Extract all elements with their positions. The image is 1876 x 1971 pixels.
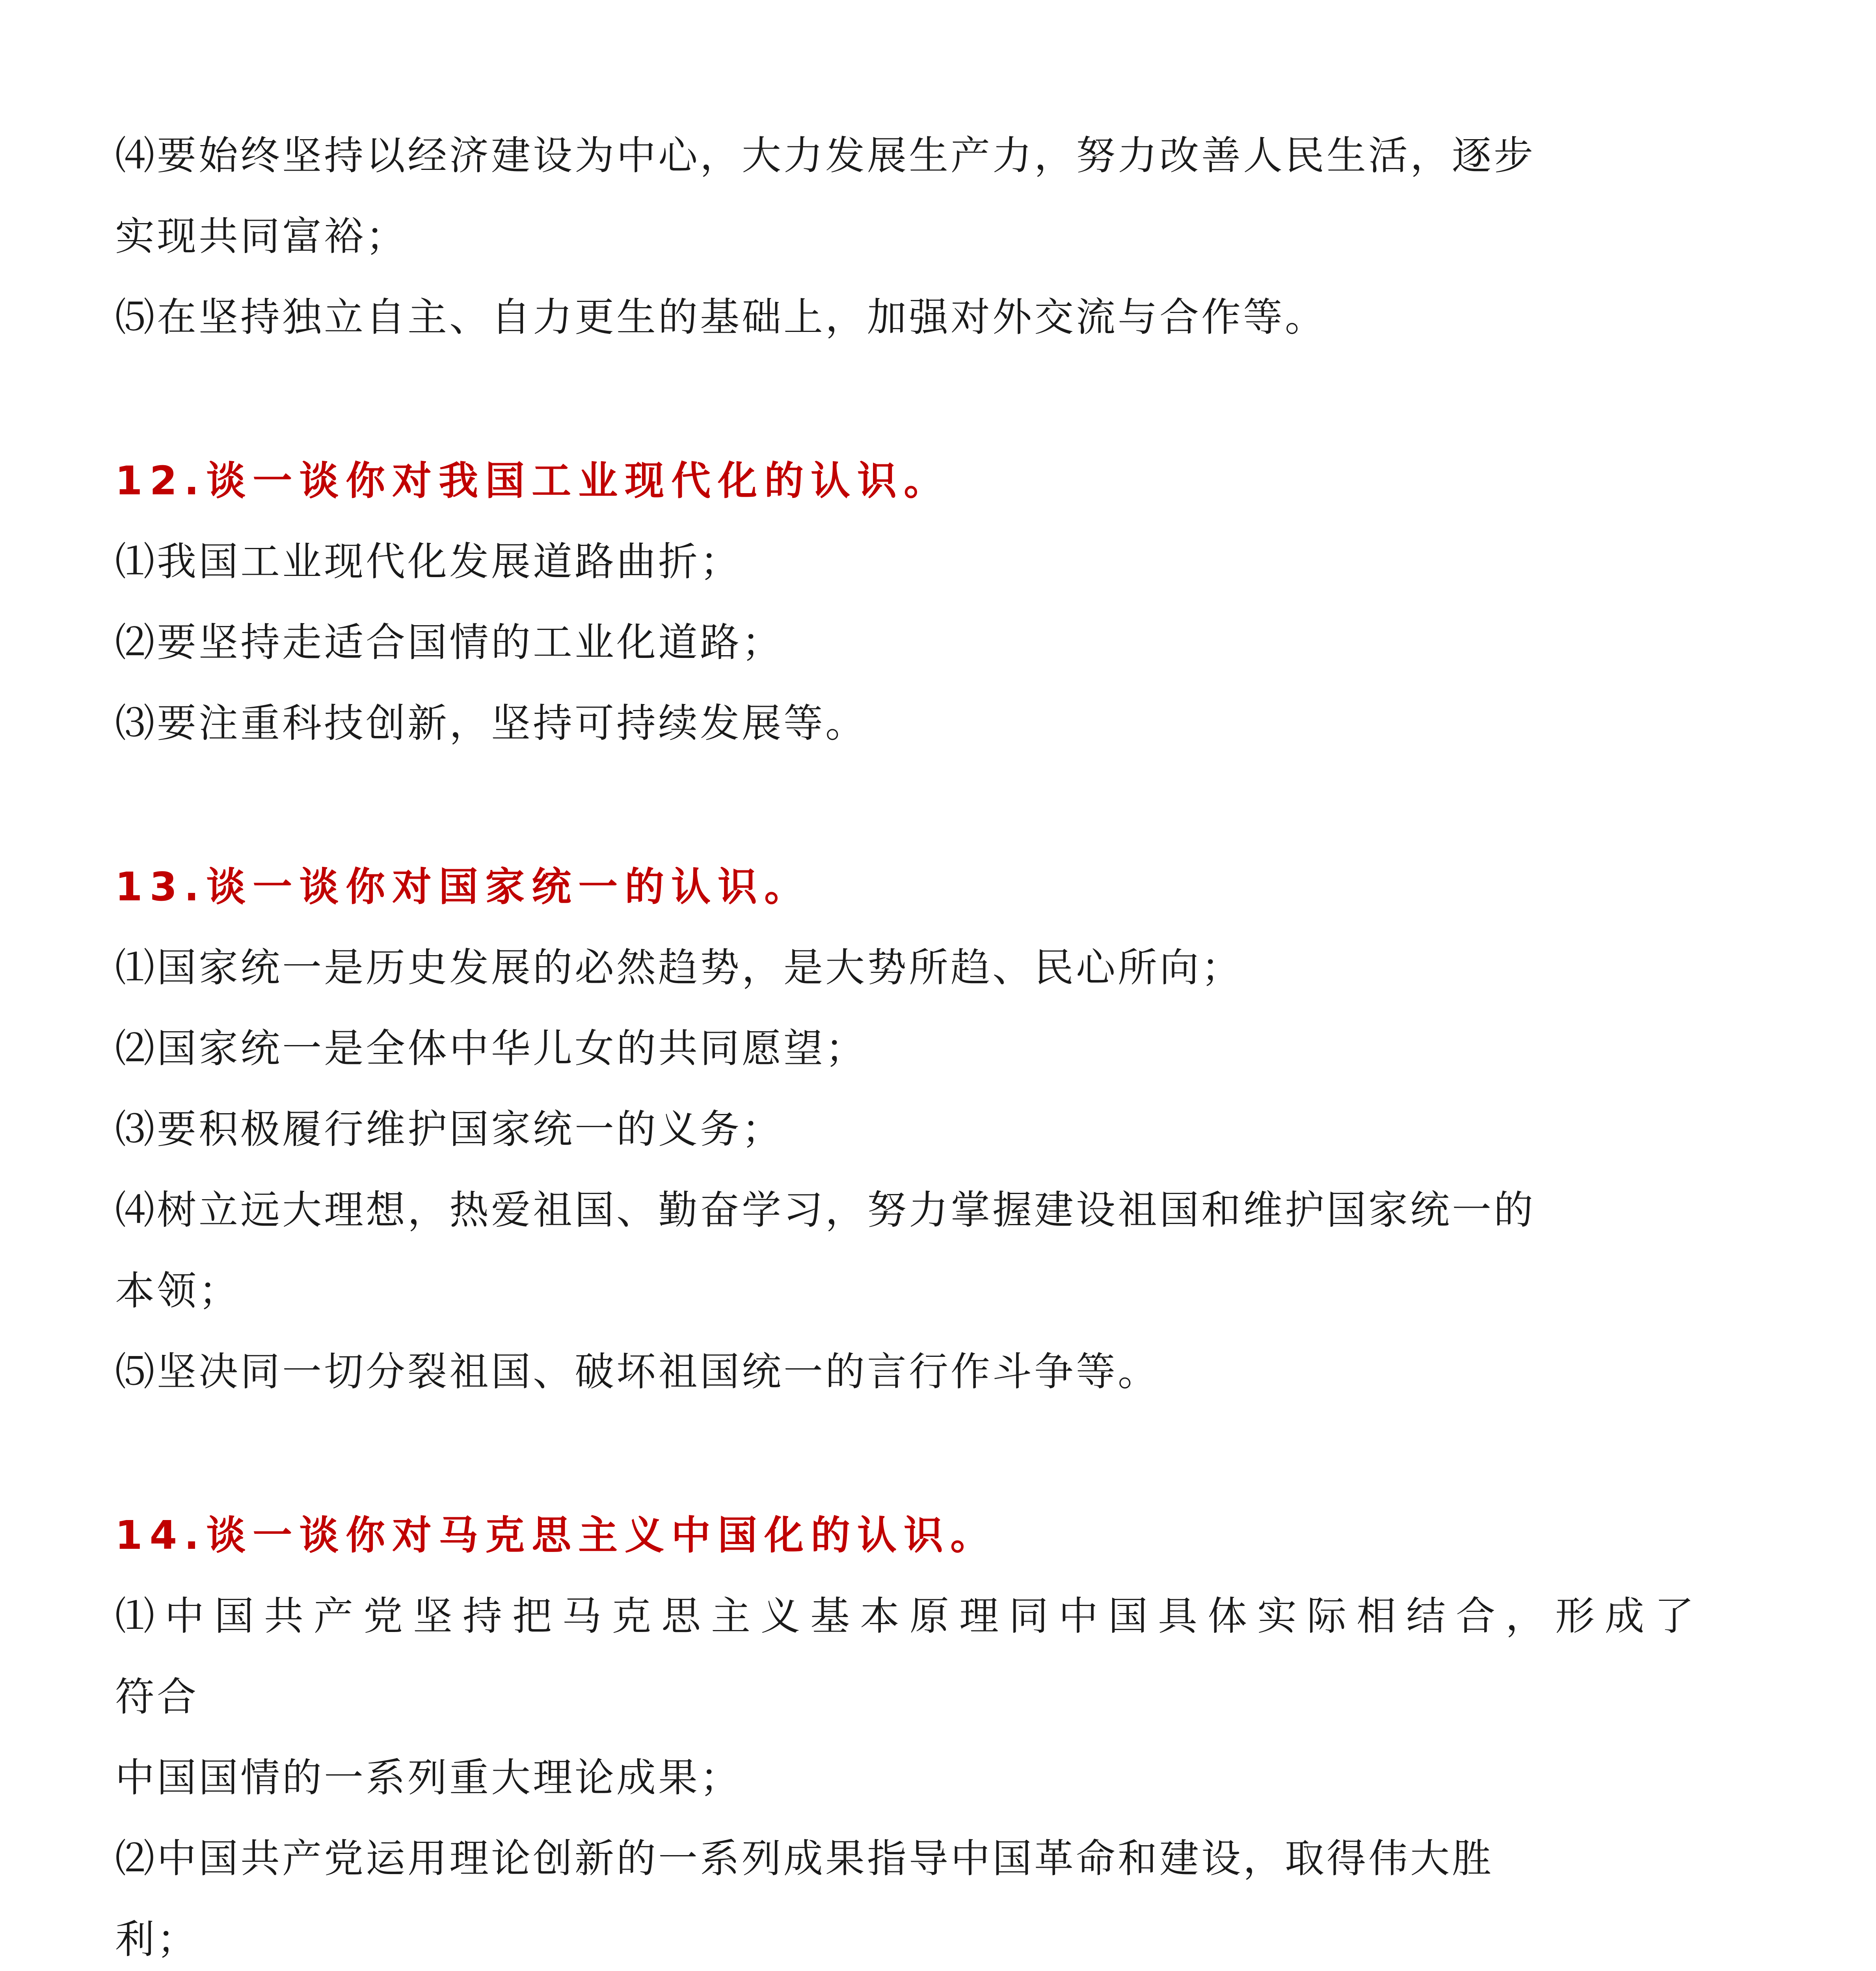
section-13-item: ⑶要积极履行维护国家统一的义务；: [115, 1106, 784, 1152]
section-12-item: ⑴我国工业现代化发展道路曲折；: [115, 538, 742, 585]
section-13-item: ⑵国家统一是全体中华儿女的共同愿望；: [115, 1025, 867, 1071]
intro-line: 实现共同富裕；: [115, 213, 408, 259]
section-13-heading: 13.谈一谈你对国家统一的认识。: [115, 864, 811, 910]
section-13-item: ⑷树立远大理想，热爱祖国、勤奋学习，努力掌握建设祖国和维护国家统一的: [115, 1187, 1535, 1233]
intro-line: ⑸在坚持独立自主、自力更生的基础上，加强对外交流与合作等。: [115, 294, 1327, 340]
section-12-heading: 12.谈一谈你对我国工业现代化的认识。: [115, 458, 951, 504]
section-14-item: 中国国情的一系列重大理论成果；: [115, 1755, 742, 1801]
section-13-item: ⑸坚决同一切分裂祖国、破坏祖国统一的言行作斗争等。: [115, 1349, 1159, 1395]
section-14-item: ⑵中国共产党运用理论创新的一系列成果指导中国革命和建设，取得伟大胜: [115, 1835, 1494, 1882]
section-14-item: 利；: [115, 1916, 199, 1962]
intro-line: ⑷要始终坚持以经济建设为中心，大力发展生产力，努力改善人民生活，逐步: [115, 132, 1535, 179]
section-13-item: 本领；: [115, 1268, 240, 1314]
section-12-item: ⑶要注重科技创新，坚持可持续发展等。: [115, 700, 867, 746]
section-14-heading: 14.谈一谈你对马克思主义中国化的认识。: [115, 1512, 997, 1558]
section-13-item: ⑴国家统一是历史发展的必然趋势，是大势所趋、民心所向；: [115, 945, 1243, 991]
section-14-item: ⑴中国共产党坚持把马克思主义基本原理同中国具体实际相结合，形成了: [115, 1593, 1704, 1639]
section-14-item: 符合: [115, 1674, 199, 1720]
section-12-item: ⑵要坚持走适合国情的工业化道路；: [115, 619, 784, 665]
